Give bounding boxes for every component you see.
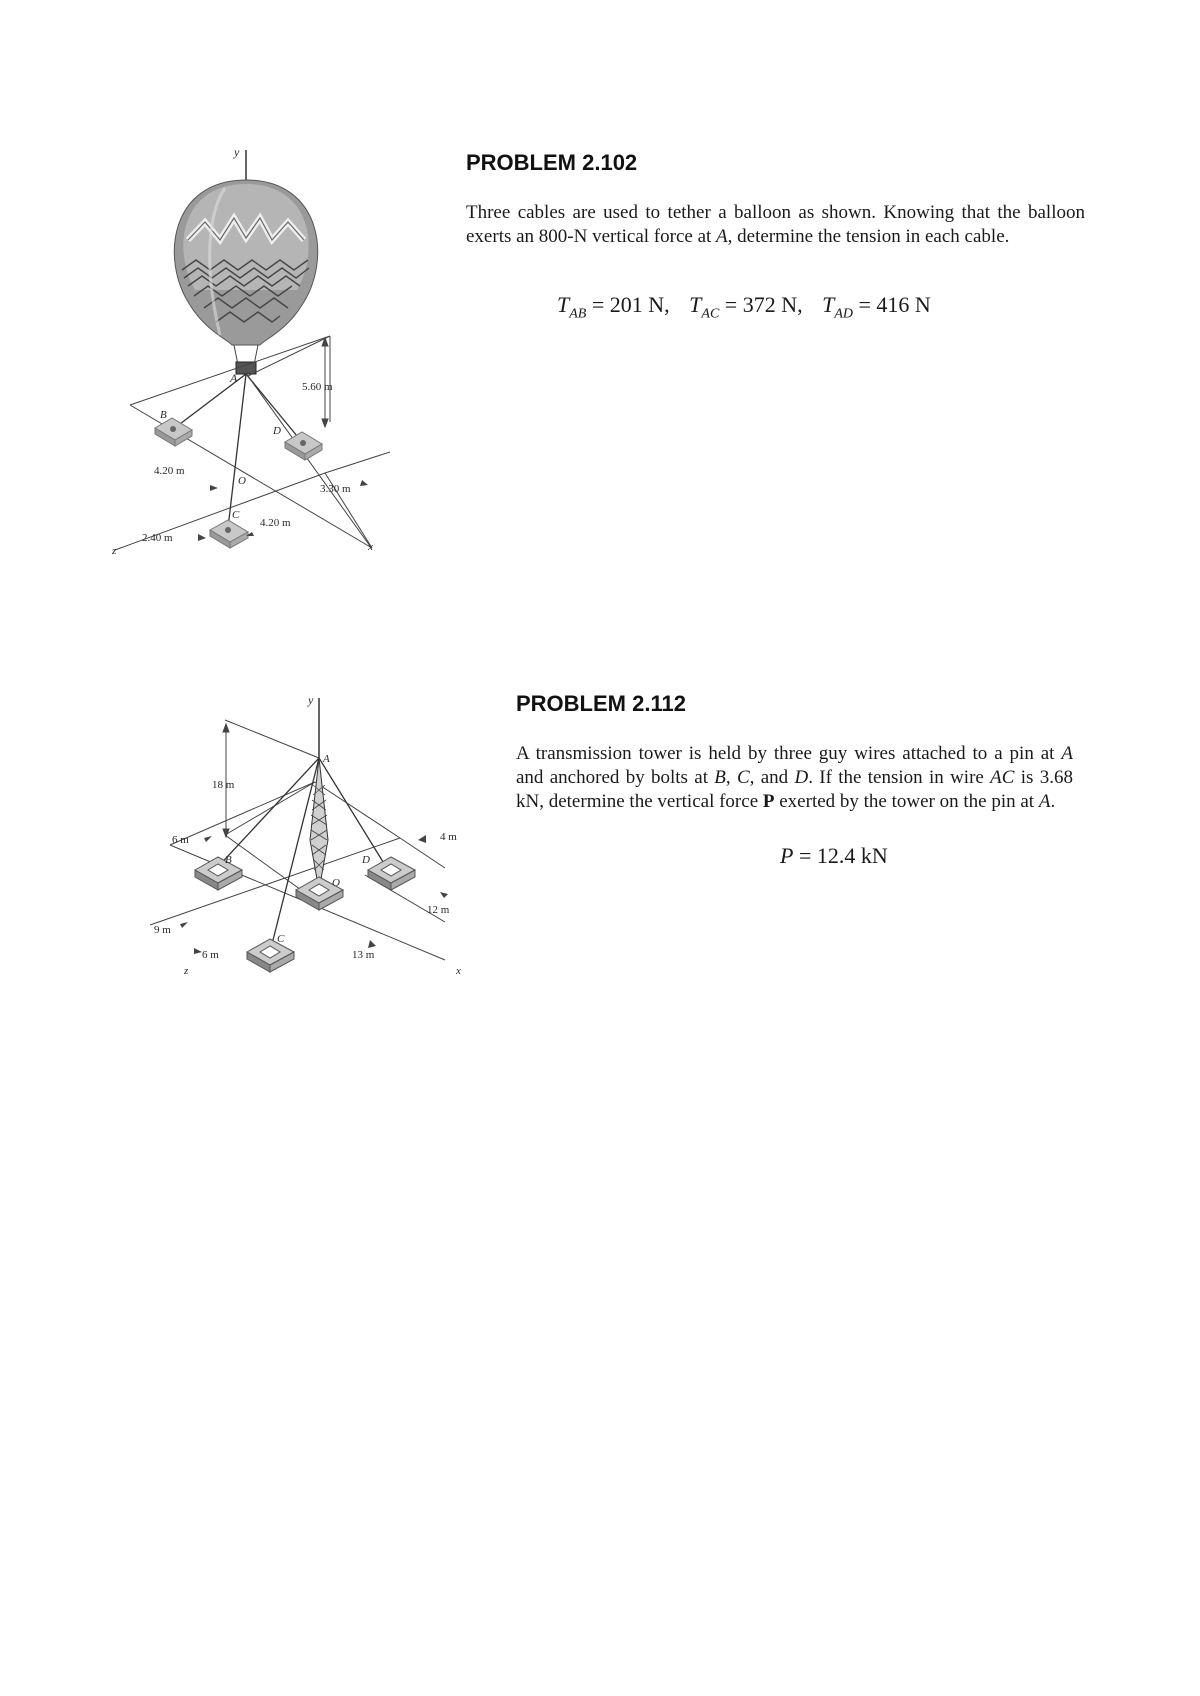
ground-grid bbox=[150, 720, 445, 960]
z-axis-label: z bbox=[112, 545, 117, 557]
statement-text: . bbox=[1050, 791, 1056, 812]
statement-var-D: D bbox=[794, 767, 809, 788]
origin-O-label: O bbox=[332, 877, 340, 889]
anchor-D bbox=[285, 432, 322, 460]
dim-label-6m-bottom: 6 m bbox=[202, 949, 219, 961]
point-B-label: B bbox=[160, 409, 167, 421]
dim-label-3-30: 3.30 m bbox=[320, 483, 351, 495]
problem-2-102-title: PROBLEM 2.102 bbox=[466, 150, 638, 175]
balloon-figure bbox=[110, 140, 420, 610]
point-A-label: A bbox=[230, 371, 238, 385]
tower-figure bbox=[140, 690, 480, 980]
x-axis-label: x bbox=[456, 965, 461, 977]
point-A-label: A bbox=[323, 753, 330, 765]
balloon-envelope bbox=[174, 180, 317, 345]
statement-text: . If the tension in wire bbox=[808, 767, 991, 788]
statement-var-B: B bbox=[714, 767, 726, 788]
balloon-basket bbox=[234, 345, 258, 374]
statement-text: , and bbox=[749, 767, 795, 788]
statement-var-C: C bbox=[736, 767, 750, 788]
y-axis-label: y bbox=[308, 693, 314, 707]
dim-label-4m: 4 m bbox=[440, 831, 457, 843]
anchor-C bbox=[247, 939, 294, 972]
statement-text: is 3.68 kN, determine the vertical force bbox=[516, 767, 1073, 812]
statement-text: A transmission tower is held by three guy wires attached to a pin at bbox=[516, 743, 1062, 764]
dim-label-6m-top: 6 m bbox=[172, 834, 189, 846]
dim-label-18m: 18 m bbox=[212, 779, 235, 791]
problem-2-112-statement bbox=[516, 742, 1073, 814]
anchor-B bbox=[155, 418, 192, 446]
statement-text: exerted by the tower on the pin at bbox=[774, 791, 1039, 812]
point-B-label: B bbox=[225, 854, 232, 866]
problem-2-102-answer bbox=[557, 292, 931, 322]
origin-O-label: O bbox=[238, 475, 246, 487]
point-D-label: D bbox=[273, 425, 281, 437]
statement-text: , bbox=[725, 767, 737, 788]
tower-lattice bbox=[310, 758, 328, 890]
statement-var-P: P bbox=[762, 791, 775, 812]
problem-2-102-statement bbox=[466, 201, 1085, 249]
statement-text: Three cables are used to tether a balloon as shown. Knowing that the balloon exerts an 800-N vertical force at bbox=[466, 202, 1085, 247]
answer-P-symbol: P bbox=[780, 843, 794, 868]
anchor-D bbox=[368, 857, 415, 890]
statement-var-A: A bbox=[1038, 791, 1051, 812]
dim-label-12m: 12 m bbox=[427, 904, 450, 916]
z-axis-label: z bbox=[184, 965, 189, 977]
answer-TAC: $T_{AC} = 372$ N, bbox=[689, 292, 803, 322]
dim-label-4-20-bottom: 4.20 m bbox=[260, 517, 291, 529]
tower-diagram bbox=[140, 690, 480, 980]
dim-label-13m: 13 m bbox=[352, 949, 375, 961]
anchor-C bbox=[210, 520, 248, 548]
problem-2-112-title: PROBLEM 2.112 bbox=[516, 691, 686, 716]
dim-label-5-60: 5.60 m bbox=[302, 381, 333, 393]
problem-2-112-answer bbox=[780, 843, 888, 869]
point-C-label: C bbox=[277, 933, 285, 945]
statement-var-A: A bbox=[1061, 743, 1073, 764]
statement-var-A: A bbox=[716, 226, 728, 247]
dim-label-2-40: 2.40 m bbox=[142, 532, 173, 544]
answer-TAD: $T_{AD} = 416$ N bbox=[822, 292, 931, 322]
dim-label-4-20-left: 4.20 m bbox=[154, 465, 185, 477]
dim-label-9m: 9 m bbox=[154, 924, 171, 936]
statement-var-AC: AC bbox=[990, 767, 1015, 788]
anchor-B bbox=[195, 857, 242, 890]
statement-text: and anchored by bolts at bbox=[516, 767, 715, 788]
y-axis-label: y bbox=[234, 145, 240, 159]
balloon-diagram bbox=[110, 140, 420, 610]
answer-P-value: = 12.4 kN bbox=[798, 843, 888, 868]
x-axis-label: x bbox=[368, 541, 373, 553]
statement-text: , determine the tension in each cable. bbox=[727, 226, 1010, 247]
point-C-label: C bbox=[232, 509, 240, 521]
point-D-label: D bbox=[362, 854, 370, 866]
answer-TAB: $T_{AB} = 201$ N, bbox=[557, 292, 670, 322]
